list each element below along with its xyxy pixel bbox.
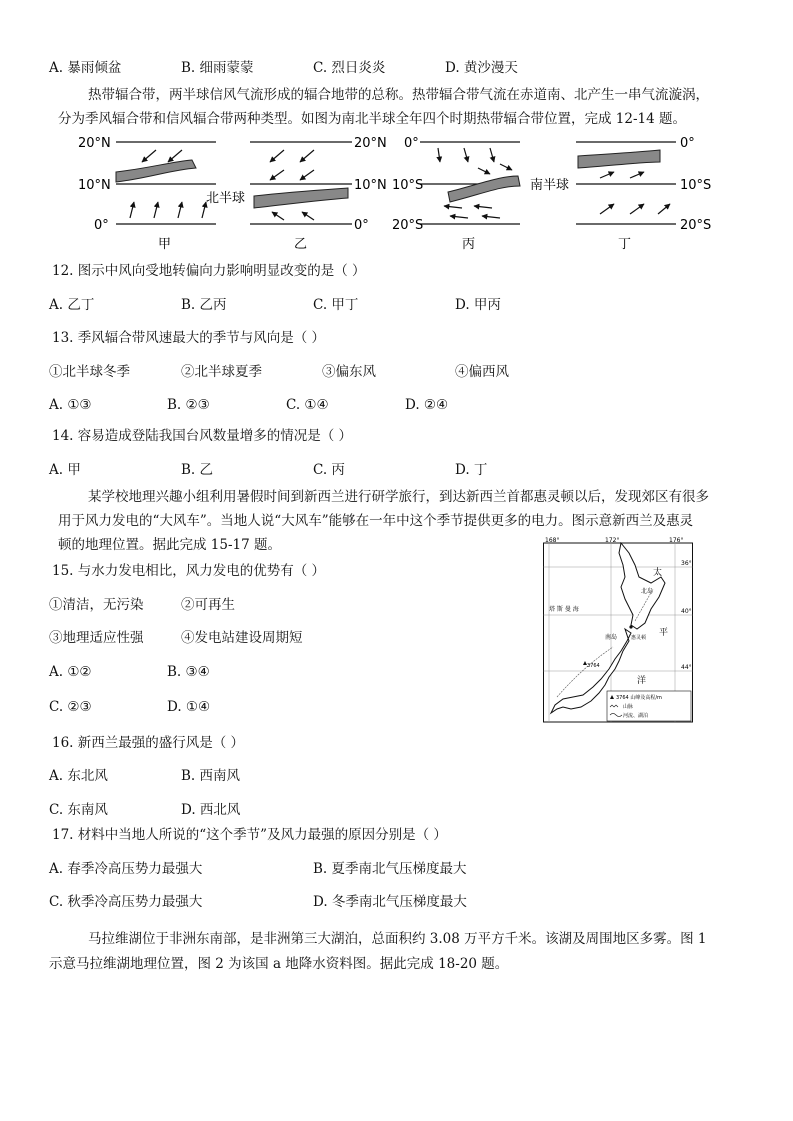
passage-15-17-line3: 顿的地理位置。据此完成 15-17 题。	[58, 537, 282, 553]
q16-option-a: A. 东北风	[49, 768, 108, 784]
q15-statement-2: ②可再生	[181, 597, 235, 613]
q14-stem: 14. 容易造成登陆我国台风数量增多的情况是（ ）	[52, 428, 353, 444]
label-0-mid: 0°	[404, 136, 419, 151]
q13-stem: 13. 季风辐合带风速最大的季节与风向是（ ）	[52, 330, 326, 346]
map-lon-168: 168°	[545, 537, 560, 544]
q16-stem: 16. 新西兰最强的盛行风是（ ）	[52, 735, 245, 751]
legend-range: 山脉	[623, 704, 634, 710]
map-label-pacific-1: 太	[653, 568, 663, 578]
q12-option-c: C. 甲丁	[313, 297, 359, 313]
label-north-hemisphere: 北半球	[206, 191, 246, 206]
label-20n-left: 20°N	[78, 136, 111, 151]
q17-option-b: B. 夏季南北气压梯度最大	[313, 861, 467, 877]
q15-statement-1: ①清洁，无污染	[49, 597, 144, 613]
label-0-right: 0°	[354, 218, 369, 233]
q12-option-d: D. 甲丙	[455, 297, 501, 313]
passage-15-17-line2: 用于风力发电的“大风车”。当地人说“大风车”能够在一年中这个季节提供更多的电力。图示意新西兰及惠灵	[58, 513, 694, 529]
itcz-band-jia	[116, 160, 196, 182]
passage-12-14-line1: 热带辐合带，两半球信风气流形成的辐合地带的总称。热带辐合带气流在赤道南、北产生一串气流漩涡，	[88, 87, 709, 103]
q15-option-b: B. ③④	[167, 664, 210, 680]
map-label-south-island: 南岛	[605, 634, 618, 641]
q11-option-c: C. 烈日炎炎	[313, 60, 386, 76]
legend-river: 河流、湖泊	[623, 713, 649, 719]
map-label-tasman-sea: 塔 斯 曼 海	[549, 606, 579, 613]
label-10n-right: 10°N	[354, 178, 387, 193]
q15-option-a: A. ①②	[49, 664, 92, 680]
panel-label-bing: 丙	[462, 237, 476, 252]
passage-18-20-line2: 示意马拉维湖地理位置，图 2 为该国 a 地降水资料图。据此完成 18-20 题。	[49, 956, 509, 972]
q16-option-b: B. 西南风	[181, 768, 241, 784]
q12-stem: 12. 图示中风向受地转偏向力影响明显改变的是（ ）	[52, 263, 366, 279]
new-zealand-map	[543, 537, 693, 723]
q17-option-a: A. 春季冷高压势力最强大	[49, 861, 203, 877]
q15-option-d: D. ①④	[167, 699, 211, 715]
q13-option-b: B. ②③	[167, 397, 210, 413]
label-20s-far: 20°S	[680, 218, 712, 233]
q13-statement-3: ③偏东风	[322, 364, 376, 380]
map-lat-36: 36°	[681, 560, 692, 567]
q11-option-d: D. 黄沙漫天	[445, 60, 518, 76]
label-20s-mid: 20°S	[392, 218, 424, 233]
itcz-band-yi	[254, 188, 348, 208]
map-lon-176: 176°	[669, 537, 684, 544]
label-20n-right: 20°N	[354, 136, 387, 151]
map-lon-172: 172°	[605, 537, 620, 544]
passage-12-14-line2: 分为季风辐合带和信风辐合带两种类型。如图为南北半球全年四个时期热带辐合带位置，完成 12-14 题。	[58, 111, 686, 127]
map-label-pacific-2: 平	[659, 628, 669, 638]
panel-label-ding: 丁	[618, 237, 632, 252]
q12-option-b: B. 乙丙	[181, 297, 227, 313]
q14-option-a: A. 甲	[49, 462, 81, 478]
q14-option-b: B. 乙	[181, 462, 214, 478]
q15-statement-3: ③地理适应性强	[49, 630, 144, 646]
itcz-band-bing	[448, 176, 520, 202]
q17-option-c: C. 秋季冷高压势力最强大	[49, 894, 203, 910]
panel-label-jia: 甲	[158, 237, 172, 252]
label-south-hemisphere: 南半球	[530, 178, 570, 193]
label-0-left: 0°	[94, 218, 109, 233]
legend-peak: 3764 山峰及高程/m	[616, 695, 662, 701]
map-lat-40: 40°	[681, 608, 692, 615]
map-label-peak: 3764	[587, 663, 600, 669]
q15-statement-4: ④发电站建设周期短	[181, 630, 303, 646]
passage-15-17-line1: 某学校地理兴趣小组利用暑假时间到新西兰进行研学旅行，到达新西兰首都惠灵顿以后，发现郊区有很多	[88, 489, 709, 505]
q16-option-d: D. 西北风	[181, 802, 241, 818]
q13-option-a: A. ①③	[49, 397, 92, 413]
q13-option-d: D. ②④	[405, 397, 449, 413]
q15-option-c: C. ②③	[49, 699, 92, 715]
q17-stem: 17. 材料中当地人所说的“这个季节”及风力最强的原因分别是（ ）	[52, 827, 447, 843]
itcz-figure	[70, 128, 730, 256]
map-label-north-island: 北岛	[641, 588, 654, 595]
label-0-far: 0°	[680, 136, 695, 151]
q14-option-c: C. 丙	[313, 462, 345, 478]
q15-stem: 15. 与水力发电相比，风力发电的优势有（ ）	[52, 563, 326, 579]
map-lat-44: 44°	[681, 664, 692, 671]
q13-statement-1: ①北半球冬季	[49, 364, 130, 380]
itcz-band-ding	[578, 150, 660, 168]
q11-option-b: B. 细雨蒙蒙	[181, 60, 254, 76]
map-label-pacific-3: 洋	[637, 676, 647, 686]
panel-label-yi: 乙	[294, 237, 308, 252]
q11-option-a: A. 暴雨倾盆	[49, 60, 122, 76]
q16-option-c: C. 东南风	[49, 802, 108, 818]
map-label-wellington: 惠灵顿	[631, 635, 647, 641]
wellington-marker	[629, 625, 632, 628]
label-10n-left: 10°N	[78, 178, 111, 193]
q17-option-d: D. 冬季南北气压梯度最大	[313, 894, 467, 910]
q13-statement-4: ④偏西风	[455, 364, 509, 380]
q13-option-c: C. ①④	[286, 397, 329, 413]
passage-18-20-line1: 马拉维湖位于非洲东南部，是非洲第三大湖泊，总面积约 3.08 万平方千米。该湖及周围地区多雾。图 1	[88, 931, 707, 947]
q12-option-a: A. 乙丁	[49, 297, 95, 313]
q14-option-d: D. 丁	[455, 462, 488, 478]
label-10s-far: 10°S	[680, 178, 712, 193]
label-10s-mid: 10°S	[392, 178, 424, 193]
q13-statement-2: ②北半球夏季	[181, 364, 262, 380]
